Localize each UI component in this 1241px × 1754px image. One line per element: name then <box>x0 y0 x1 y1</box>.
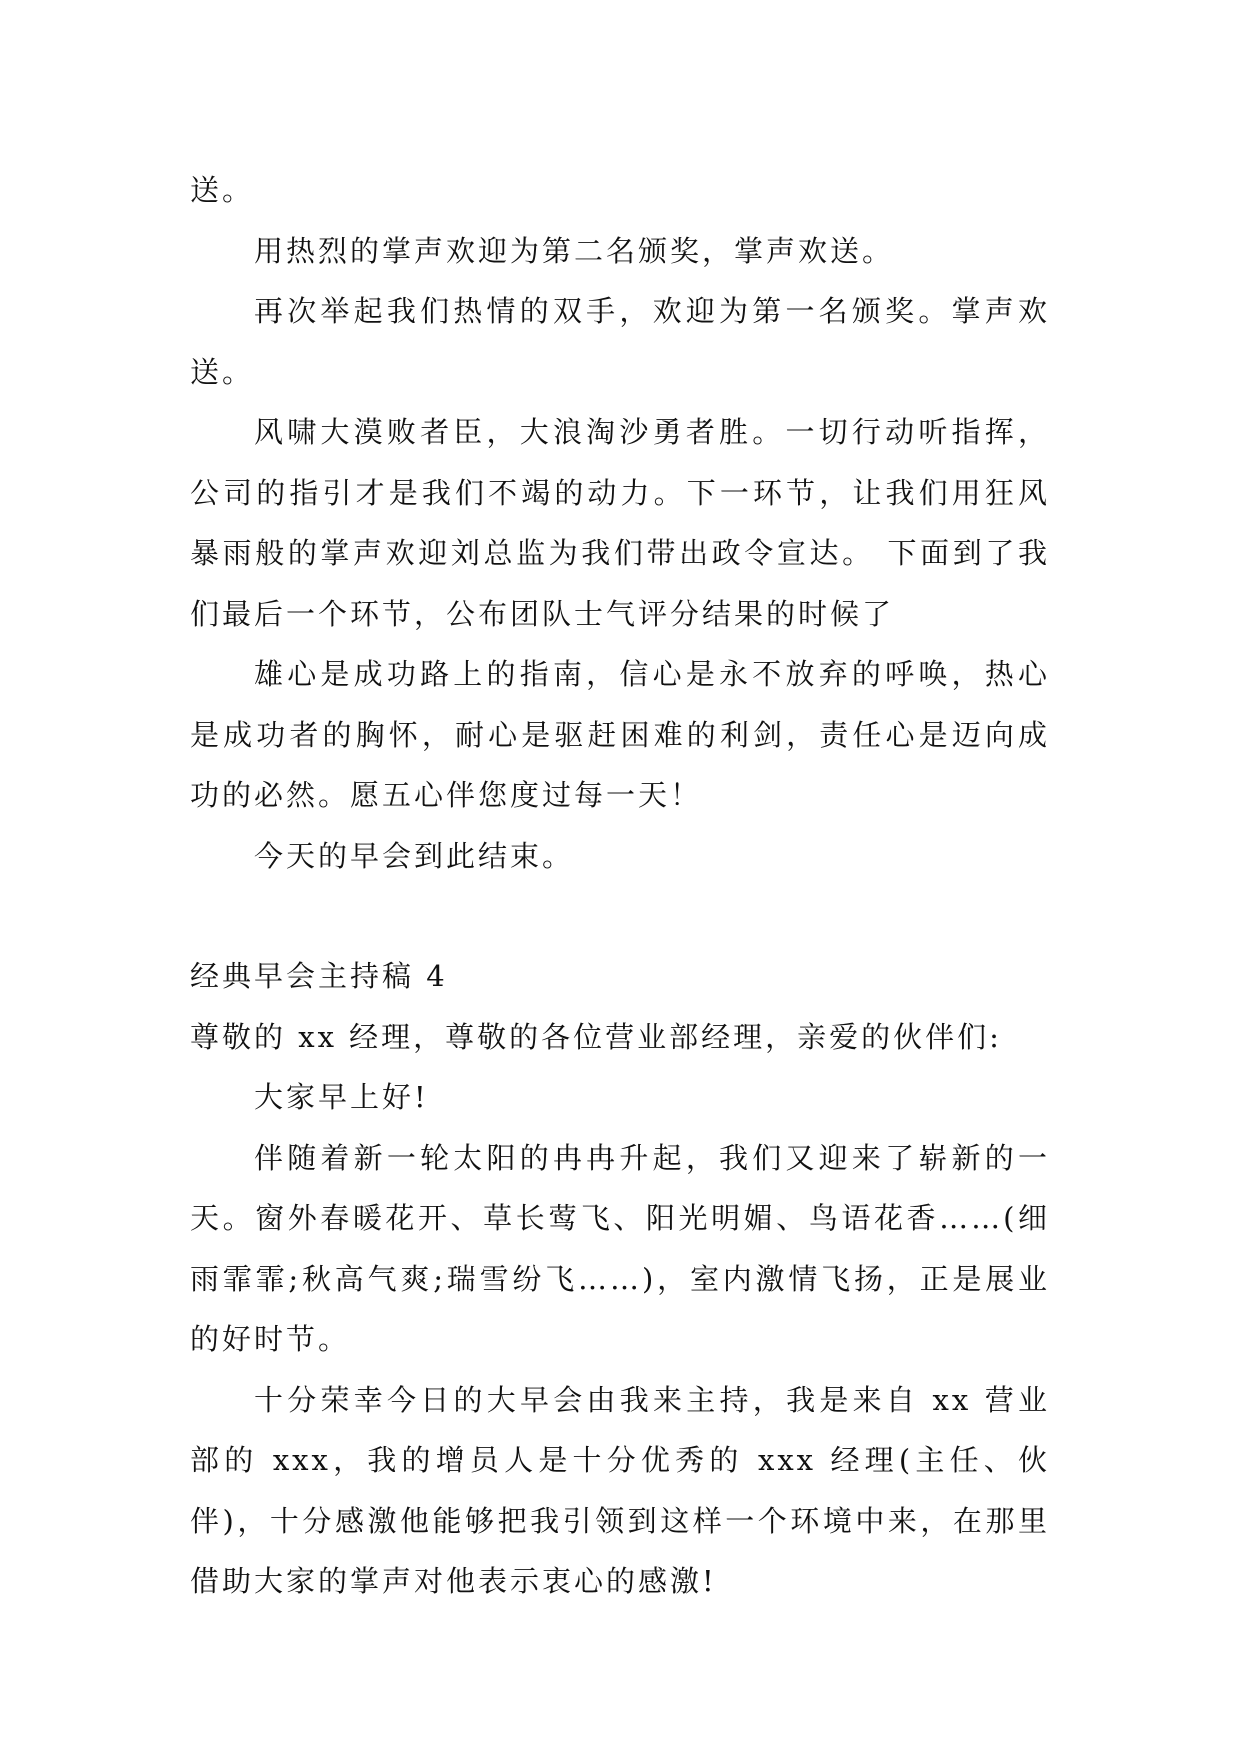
paragraph-continuation: 送。 <box>190 173 255 207</box>
paragraph-first-place-award: 再次举起我们热情的双手，欢迎为第一名颁奖。掌声欢送。 <box>190 294 1050 389</box>
paragraph-host-intro: 十分荣幸今日的大早会由我来主持，我是来自 xx 营业部的 xxx，我的增员人是十分优秀的 xxx 经理(主任、伙伴)，十分感激他能够把我引领到这样一个环境中来，在那里借助大家的掌声对他表示衷心的感激! <box>190 1382 1050 1598</box>
section-title: 经典早会主持稿 4 <box>190 959 448 993</box>
paragraph-five-hearts: 雄心是成功路上的指南，信心是永不放弃的呼唤，热心是成功者的胸怀，耐心是驱赶困难的利剑，责任心是迈向成功的必然。愿五心伴您度过每一天！ <box>190 657 1050 812</box>
paragraph-closing: 今天的早会到此结束。 <box>254 838 575 873</box>
salutation: 尊敬的 xx 经理，尊敬的各位营业部经理，亲爱的伙伴们: <box>190 1019 1002 1054</box>
paragraph-new-day: 伴随着新一轮太阳的冉冉升起，我们又迎来了崭新的一天。窗外春暖花开、草长莺飞、阳光明媚、鸟语花香……(细雨霏霏;秋高气爽;瑞雪纷飞……)，室内激情飞扬，正是展业的好时节。 <box>190 1140 1050 1356</box>
paragraph-director-announcement: 风啸大漠败者臣，大浪淘沙勇者胜。一切行动听指挥，公司的指引才是我们不竭的动力。下一环节，让我们用狂风暴雨般的掌声欢迎刘总监为我们带出政令宣达。 下面到了我们最后一个环节，公布团队士气评分结果的时候了 <box>190 415 1050 631</box>
paragraph-greeting: 大家早上好! <box>254 1080 429 1114</box>
paragraph-second-place-award: 用热烈的掌声欢迎为第二名颁奖，掌声欢送。 <box>254 233 895 268</box>
document-page <box>190 160 1050 1612</box>
